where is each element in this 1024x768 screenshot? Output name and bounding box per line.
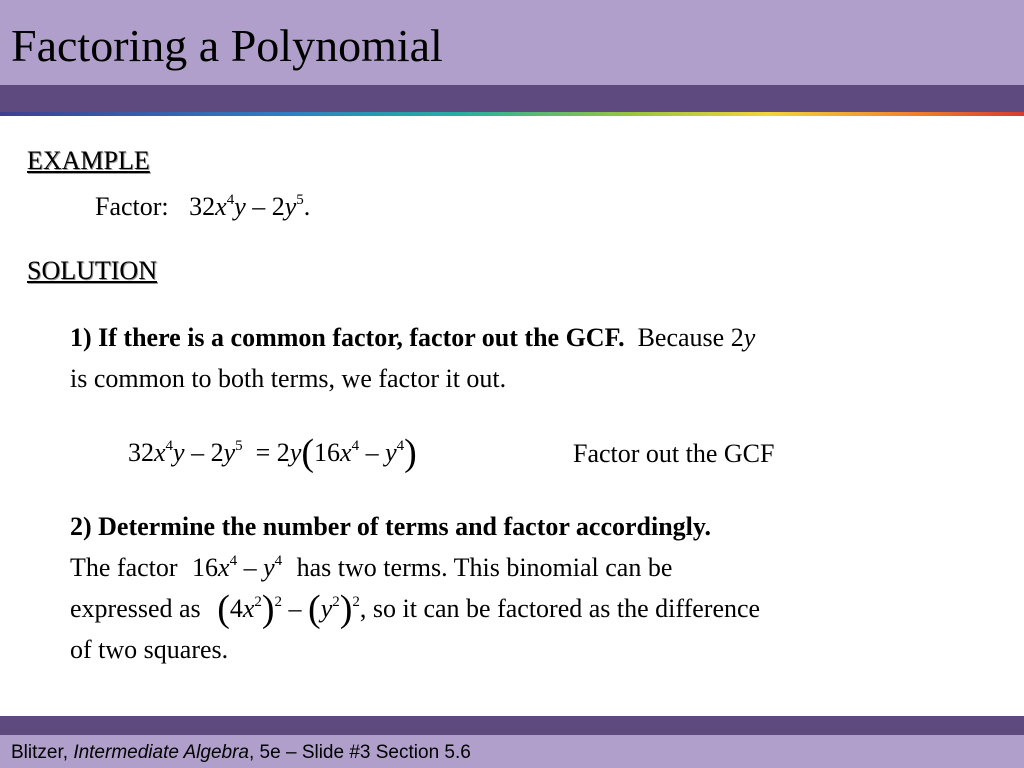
- slide-title: Factoring a Polynomial: [11, 20, 443, 71]
- step2-heading-line: [70, 506, 711, 547]
- step2-line2-a: expressed as: [70, 594, 201, 623]
- step1-line2: is common to both terms, we factor it out.: [70, 364, 507, 393]
- difference-of-squares-expression: $(4x^2)^2 - (y^2)^2$: [217, 588, 360, 630]
- factor-label: Factor:: [95, 192, 169, 221]
- footer-slide-info: , 5e – Slide #3 Section 5.6: [249, 742, 471, 763]
- gcf-note: Factor out the GCF: [573, 439, 775, 468]
- step1-var-y: y: [743, 323, 756, 352]
- step2-line3: of two squares.: [70, 635, 229, 664]
- step2-line1-b: has two terms. This binomial can be: [296, 553, 673, 582]
- step1-heading: 1) If there is a common factor, factor out the GCF.: [70, 323, 625, 352]
- header-divider-bar: [0, 85, 1024, 112]
- step1-text-a: Because 2: [637, 323, 744, 352]
- gcf-equation: $32x^4y - 2y^5 = 2y(16x^4 - y^4)$: [128, 432, 417, 474]
- binomial-expression: $16x^4 - y^4$: [192, 553, 283, 582]
- footer-citation: [11, 741, 471, 765]
- step2-line2-b: , so it can be factored as the difference: [359, 594, 761, 623]
- footer-divider-bar: [0, 716, 1024, 735]
- step2-line1: [70, 547, 672, 588]
- rainbow-stripe: [0, 112, 1024, 116]
- solution-label: SOLUTION: [27, 256, 157, 285]
- step2-heading: 2) Determine the number of terms and factor accordingly.: [70, 512, 711, 541]
- step1-line1: [70, 317, 755, 358]
- step2-line2: [70, 588, 760, 629]
- step2-line1-a: The factor: [70, 553, 178, 582]
- footer-author: Blitzer,: [11, 742, 74, 763]
- example-expression: $32x^4y - 2y^5$.: [189, 192, 311, 221]
- factor-line: [95, 186, 310, 227]
- example-label: EXAMPLE: [27, 146, 150, 175]
- footer-book-title: Intermediate Algebra: [73, 742, 249, 763]
